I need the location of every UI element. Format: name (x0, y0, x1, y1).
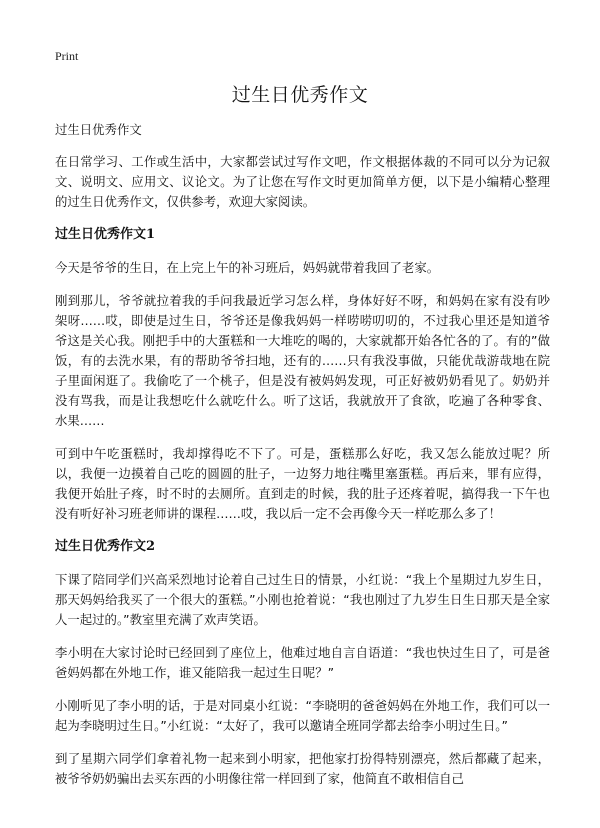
section-heading-1: 过生日优秀作文1 (55, 227, 156, 242)
document-body (55, 120, 550, 802)
print-link[interactable]: Print (55, 49, 79, 63)
section-1-paragraph-2: 刚到那儿，爷爷就拉着我的手问我最近学习怎么样，身体好好不呀，和妈妈在家有没有吵架呀……哎，即使是过生日，爷爷还是像我妈妈一样唠唠叨叨的，不过我心里还是知道爷爷这是关心我。刚把手中的大蛋糕和一大堆吃的喝的，大家就都开始各忙各的了。有的”做饭，有的去洗水果，有的帮助爷爷扫地，还有的……只有我没事做，只能优哉游哉地在院子里面闲逛了。我偷吃了一个桃子，但是没有被妈妈发现，可正好被奶奶看见了。奶奶并没有骂我，而是让我想吃什么就吃什么。听了这话，我就放开了食欲，吃遍了各种零食、水果…… (55, 293, 550, 428)
section-1-paragraph-1: 今天是爷爷的生日，在上完上午的补习班后，妈妈就带着我回了老家。 (55, 260, 440, 275)
section-2-paragraph-4: 到了星期六同学们拿着礼物一起来到小明家，把他家打扮得特别漂亮，然后都藏了起来，被爷爷奶奶骗出去买东西的小明像往常一样回到了家，他简直不敢相信自己 (55, 751, 550, 786)
document-subtitle: 过生日优秀作文 (55, 122, 142, 137)
intro-paragraph: 在日常学习、工作或生活中，大家都尝试过写作文吧，作文根据体裁的不同可以分为记叙文、说明文、应用文、议论文。为了让您在写作文时更加简单方便，以下是小编精心整理的过生日优秀作文，仅供参考，欢迎大家阅读。 (55, 154, 550, 209)
section-2-paragraph-2: 李小明在大家讨论时已经回到了座位上，他难过地自言自语道：“我也快过生日了，可是爸爸妈妈都在外地工作，谁又能陪我一起过生日呢？” (55, 645, 550, 680)
section-heading-2: 过生日优秀作文2 (55, 539, 156, 554)
section-2-paragraph-3: 小刚听见了李小明的话，于是对同桌小红说：“李晓明的爸爸妈妈在外地工作，我们可以一起为李晓明过生日。”小红说：“太好了，我可以邀请全班同学都去给李小明过生日。” (55, 698, 550, 733)
section-2-paragraph-1: 下课了陪同学们兴高采烈地讨论着自己过生日的情景，小红说：“我上个星期过九岁生日，那天妈妈给我买了一个很大的蛋糕。”小刚也抢着说：“我也刚过了九岁生日生日那天是全家人一起过的。”教室里充满了欢声笑语。 (55, 572, 550, 627)
section-1-paragraph-3: 可到中午吃蛋糕时，我却撑得吃不下了。可是，蛋糕那么好吃，我又怎么能放过呢？所以，我便一边摸着自己吃的圆圆的肚子，一边努力地往嘴里塞蛋糕。再后来，罪有应得，我便开始肚子疼，时不时的去厕所。直到走的时候，我的肚子还疼着呢，搞得我一下午也没有听好补习班老师讲的课程……哎，我以后一定不会再像今天一样吃那么多了！ (55, 446, 550, 521)
document-title: 过生日优秀作文 (231, 84, 369, 106)
